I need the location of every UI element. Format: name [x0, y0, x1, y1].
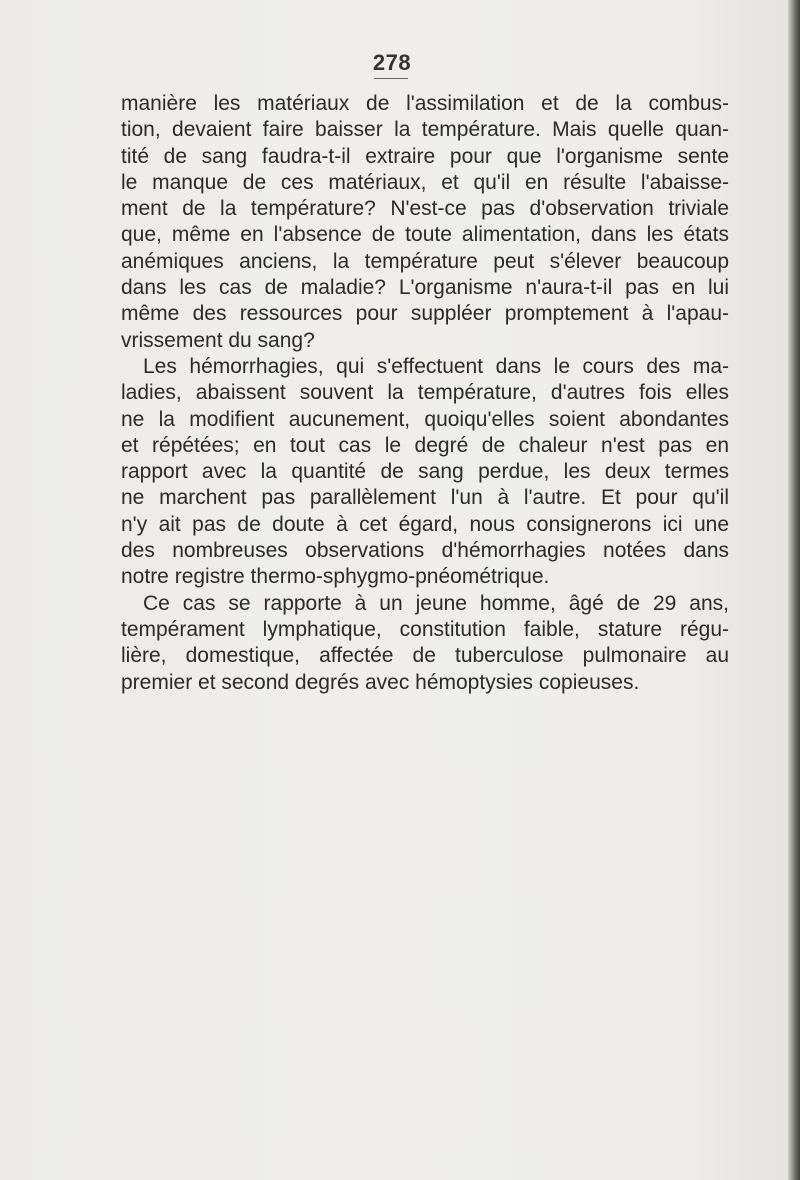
text-line: le manque de ces matériaux, et qu'il en résulte l'abaisse- [121, 170, 729, 194]
page-number-rule [374, 78, 408, 79]
text-line: et répétées; en tout cas le degré de chaleur n'est pas en [121, 433, 729, 457]
text-line: rapport avec la quantité de sang perdue, les deux termes [121, 460, 729, 484]
text-line: tempérament lymphatique, constitution faible, stature régu- [121, 617, 729, 641]
text-line: ne la modifient aucunement, quoiqu'elles soient abondantes [121, 407, 729, 431]
text-line: ladies, abaissent souvent la température, d'autres fois elles [121, 381, 729, 405]
text-line: ment de la température? N'est-ce pas d'observation triviale [121, 197, 729, 221]
text-line: des nombreuses observations d'hémorrhagies notées dans [121, 539, 729, 563]
text-line: lière, domestique, affectée de tuberculose pulmonaire au [121, 644, 729, 668]
text-line: Ce cas se rapporte à un jeune homme, âgé de 29 ans, [143, 591, 729, 615]
text-line: ne marchent pas parallèlement l'un à l'autre. Et pour qu'il [121, 486, 729, 510]
text-line: même des ressources pour suppléer promptement à l'apau- [121, 302, 729, 326]
text-line: tité de sang faudra-t-il extraire pour que l'organisme sente [121, 144, 729, 168]
text-line: n'y ait pas de doute à cet égard, nous consignerons ici une [121, 512, 729, 536]
text-line: dans les cas de maladie? L'organisme n'aura-t-il pas en lui [121, 276, 729, 300]
text-line: notre registre thermo-sphygmo-pnéométrique. [121, 565, 550, 589]
body-text [121, 91, 729, 696]
text-line: anémiques anciens, la température peut s'élever beaucoup [121, 249, 729, 273]
text-line: manière les matériaux de l'assimilation et de la combus- [121, 92, 729, 115]
text-line: Les hémorrhagies, qui s'effectuent dans le cours des ma- [143, 354, 729, 378]
text-line: tion, devaient faire baisser la température. Mais quelle quan- [121, 118, 729, 142]
text-line: que, même en l'absence de toute alimentation, dans les états [121, 223, 729, 247]
page-number: 278 [372, 50, 412, 75]
text-line: vrissement du sang? [121, 328, 315, 352]
book-spine-edge [788, 0, 800, 1180]
text-line: premier et second degrés avec hémoptysies copieuses. [121, 670, 640, 694]
